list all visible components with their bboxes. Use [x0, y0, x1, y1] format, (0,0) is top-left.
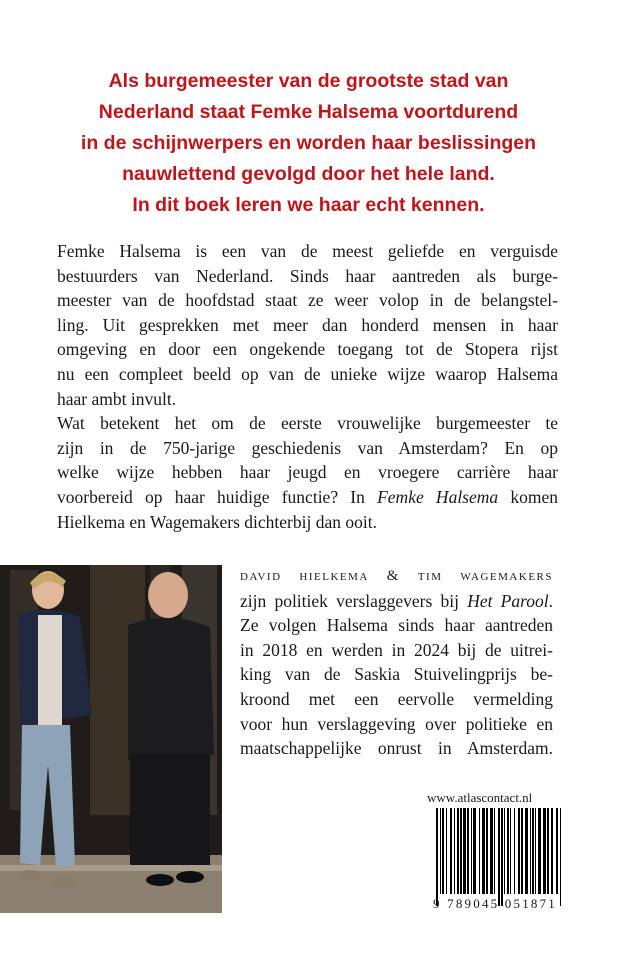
publisher-url: www.atlascontact.nl — [427, 790, 533, 805]
barcode-bar — [535, 808, 536, 894]
barcode-bar — [482, 808, 485, 894]
blurb-line: welke wijze hebben haar jeugd en vroegere carrière haar — [57, 462, 558, 483]
author-bio — [240, 564, 553, 761]
barcode-bar — [560, 808, 561, 906]
barcode-bar — [498, 808, 500, 906]
book-title: Femke Halsema — [377, 486, 499, 507]
blurb-line — [57, 485, 558, 510]
barcode-bar — [556, 808, 558, 894]
barcode-bar — [543, 808, 546, 894]
headline-line: in de schijnwerpers en worden haar beslissingen — [80, 132, 537, 154]
barcode-bar — [538, 808, 541, 894]
bio-line: voor hun verslaggeving over politieke en — [240, 713, 553, 734]
author-names: david hielkema & tim wagemakers — [240, 568, 553, 584]
blurb-line: Femke Halsema is een van de meest geliefde en verguisde — [57, 241, 558, 261]
bio-line: Ze volgen Halsema sinds haar aantreden — [240, 615, 553, 636]
barcode-bars — [424, 808, 566, 908]
text: komen — [498, 486, 558, 507]
barcode-bar — [547, 808, 549, 894]
isbn-number: 9 789045 051871 — [433, 896, 557, 911]
barcode-bar — [486, 808, 488, 894]
barcode-bar — [457, 808, 459, 894]
barcode-bar — [473, 808, 476, 894]
barcode-bar — [442, 808, 444, 894]
text: zijn politiek verslaggevers bij — [240, 590, 468, 611]
blurb-line: bestuurders van Nederland. Sinds haar aantreden als burge- — [57, 265, 558, 286]
blurb-line: zijn in de 750-jarige geschiedenis van Amsterdam? En op — [57, 437, 558, 458]
bio-line: maatschappelijke onrust in Amsterdam. — [240, 738, 553, 759]
blurb-line: meester van de hoofdstad staat ze weer volop in de belangstel- — [57, 290, 558, 311]
text: voorbereid op haar huidige functie? In — [57, 486, 378, 507]
newspaper-name: Het Parool — [467, 590, 549, 611]
text: . — [548, 590, 554, 611]
barcode-bar — [501, 808, 503, 906]
blurb-line: nu een compleet beeld op van de unieke wijze waarop Halsema — [57, 363, 558, 384]
barcode-bar — [467, 808, 469, 894]
barcode-bar — [454, 808, 455, 894]
barcode-bar — [510, 808, 511, 894]
barcode-bar — [463, 808, 466, 894]
author-photo — [0, 565, 222, 913]
barcode-bar — [518, 808, 520, 894]
barcode-bar — [471, 808, 472, 894]
blurb-line: Hielkema en Wagemakers dichterbij dan ooit. — [57, 511, 377, 532]
bio-line: kroond met een eervolle vermelding — [240, 688, 553, 709]
barcode-bar — [494, 808, 495, 894]
barcode-bar — [479, 808, 480, 894]
headline-line: Als burgemeester van de grootste stad van — [108, 70, 509, 92]
barcode-bar — [446, 808, 447, 894]
bio-line: in 2018 en werden in 2024 bij de uitrei- — [240, 639, 553, 660]
blurb-line: omgeving en door een ongekende toegang tot de Stopera rijst — [57, 339, 558, 360]
headline-line: nauwlettend gevolgd door het hele land. — [122, 163, 495, 185]
bio-line: king van de Saskia Stuivelingprijs be- — [240, 664, 553, 685]
headline-line: In dit boek leren we haar echt kennen. — [132, 194, 485, 216]
blurb-line: ling. Uit gesprekken met meer dan honderd mensen in haar — [57, 314, 558, 335]
blurb-line: haar ambt invult. — [57, 388, 177, 409]
barcode-bar — [460, 808, 462, 894]
bio-line — [240, 589, 553, 614]
barcode-bar — [507, 808, 509, 894]
blurb-line: Wat betekent het om de eerste vrouwelijke burgemeester te — [57, 413, 558, 434]
barcode-bar — [504, 808, 505, 894]
barcode-bar — [525, 808, 528, 894]
barcode-bar — [514, 808, 515, 894]
barcode-bar — [530, 808, 531, 894]
barcode-bar — [532, 808, 534, 894]
barcode-bar — [490, 808, 493, 894]
barcode-bar — [450, 808, 452, 894]
headline-line: Nederland staat Femke Halsema voortdurend — [98, 101, 519, 123]
headline-quote — [40, 66, 577, 221]
barcode-bar — [436, 808, 438, 906]
blurb-text — [57, 239, 558, 534]
barcode-bar — [521, 808, 523, 894]
isbn-barcode — [424, 808, 566, 914]
barcode-bar — [551, 808, 553, 894]
barcode-bar — [440, 808, 441, 894]
